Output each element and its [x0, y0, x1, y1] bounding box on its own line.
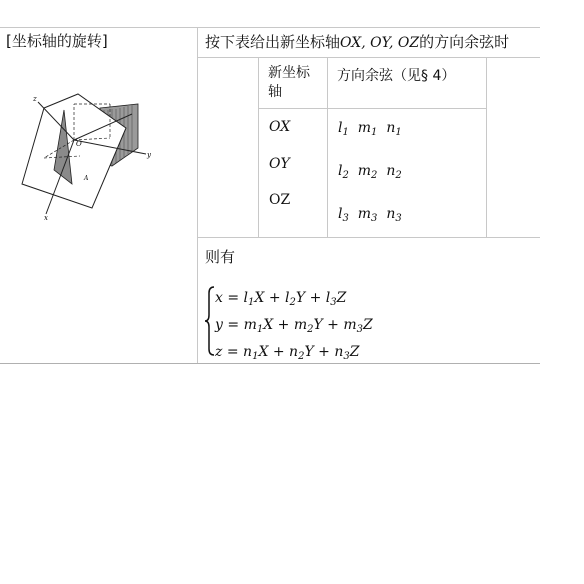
- table-header-direction-cosine: 方向余弦（见§ 4）: [337, 68, 456, 84]
- equation-x: $x = l_1X + l_2Y + l_3Z$: [215, 290, 347, 308]
- intro-axes: OX, OY, OZ: [340, 35, 420, 51]
- equation-y: $y = m_1X + m_2Y + m_3Z$: [215, 317, 373, 335]
- top-rule: [0, 27, 540, 28]
- table-bottom-border: [197, 237, 540, 238]
- then-label: 则有: [205, 248, 236, 266]
- intro-text: [205, 31, 509, 52]
- figure-label-z: z: [33, 95, 37, 103]
- table-top-border: [197, 57, 540, 58]
- axis-rotation-figure: [14, 88, 154, 220]
- equation-list: [215, 287, 373, 368]
- table-cosines-row-1: $l_1$ $m_1$ $n_1$: [338, 120, 402, 138]
- figure-label-x: x: [44, 214, 48, 220]
- figure-label-o: O: [76, 140, 82, 148]
- table-col-1-border: [258, 57, 259, 237]
- figure-label-a: A: [84, 175, 89, 182]
- section-heading: [坐标轴的旋转]: [6, 32, 108, 50]
- table-header-rule: [258, 108, 486, 109]
- table-axis-oz: OZ: [269, 192, 291, 208]
- table-cosines-row-2: $l_2$ $m_2$ $n_2$: [338, 163, 402, 181]
- table-axis-ox: OX: [269, 119, 291, 135]
- table-col-3-border: [486, 57, 487, 237]
- intro-suffix: 的方向余弦时: [419, 33, 510, 51]
- column-divider: [197, 27, 198, 363]
- equation-z: $z = n_1X + n_2Y + n_3Z$: [215, 344, 360, 362]
- table-col-2-border: [327, 57, 328, 237]
- figure-label-y: y: [147, 151, 151, 159]
- table-cosines-row-3: $l_3$ $m_3$ $n_3$: [338, 206, 402, 224]
- intro-prefix: 按下表给出新坐标轴: [205, 33, 341, 51]
- table-axis-oy: OY: [269, 156, 290, 172]
- table-header-new-axis: 新坐标轴: [268, 65, 310, 100]
